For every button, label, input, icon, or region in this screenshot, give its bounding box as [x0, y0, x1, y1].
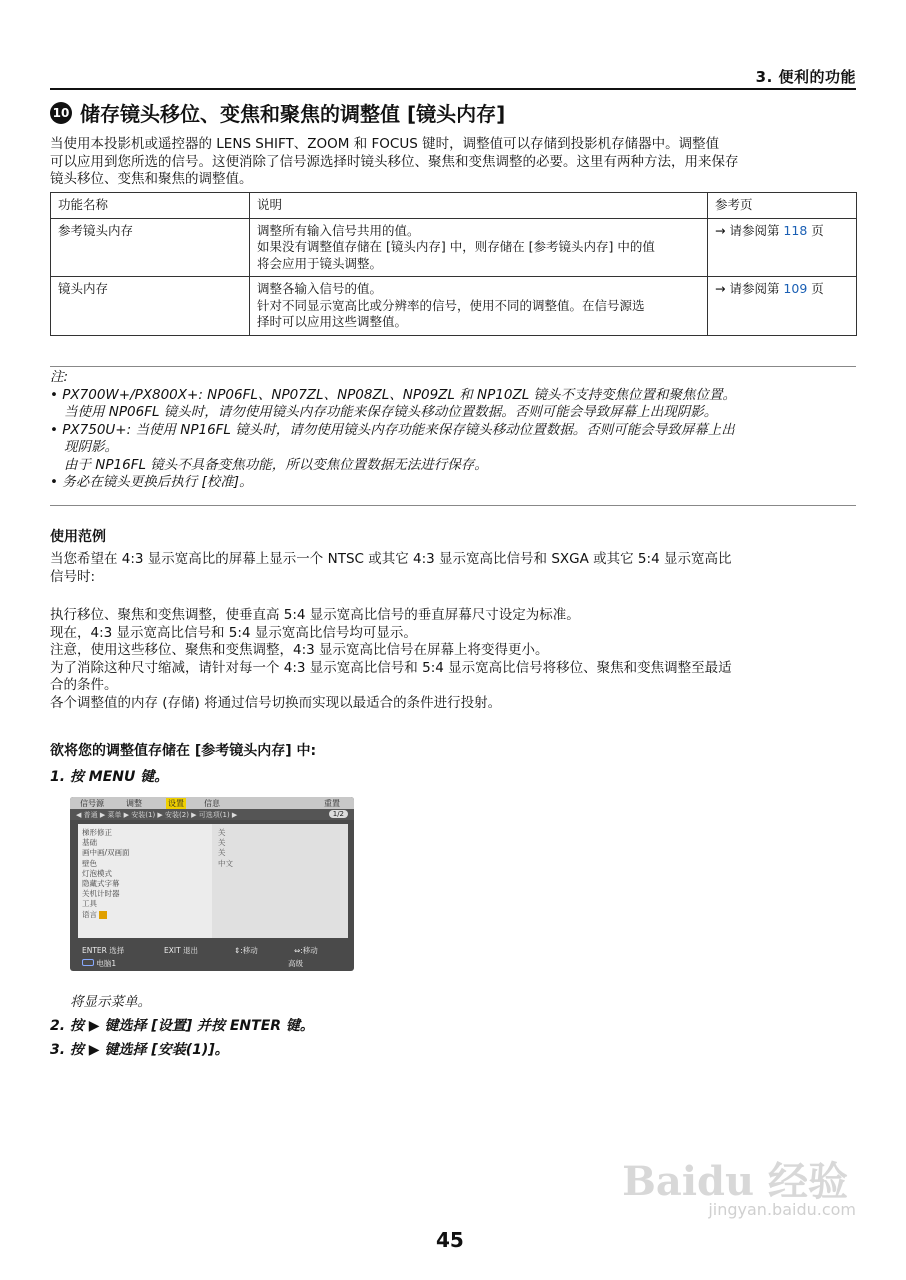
- header-rule: [50, 88, 856, 90]
- section-title: 储存镜头移位、变焦和聚焦的调整值 [镜头内存]: [80, 102, 506, 126]
- chapter-title: 3. 便利的功能: [755, 68, 856, 86]
- menu-subtabs: ◀ 普通 ▶ 菜单 ▶ 安装(1) ▶ 安装(2) ▶ 可选项(1) ▶ 1/2: [70, 809, 354, 820]
- table-header-row: [51, 193, 857, 219]
- menu-items: 梯形修正 基础 画中画/双画面 壁色 灯泡模式 隐藏式字幕 关机计时器 工具 语言: [82, 828, 130, 919]
- menu-tab: 调整: [126, 799, 142, 808]
- menu-tab: 信号源: [80, 799, 104, 808]
- menu-tabs: [70, 797, 354, 809]
- function-table: [50, 192, 857, 336]
- menu-values: 关 关 关 中文: [218, 828, 233, 868]
- step-2: 2. 按 ▶ 键选择 [设置] 并按 ENTER 键。: [50, 1018, 314, 1034]
- note-line: 当使用 NP06FL 镜头时，请勿使用镜头内存功能来保存镜头移动位置数据。否则可能会导致屏幕上出现阴影。: [64, 404, 718, 420]
- note-line: • 务必在镜头更换后执行 [校准]。: [50, 474, 253, 490]
- howto-heading: 欲将您的调整值存储在 [参考镜头内存] 中:: [50, 743, 317, 759]
- table-cell-desc: 调整各输入信号的值。 针对不同显示宽高比或分辨率的信号，使用不同的调整值。在信号源选 择时可以应用这些调整值。: [250, 277, 708, 336]
- menu-tab: 重置: [324, 799, 340, 808]
- step-1: 1. 按 MENU 键。: [50, 769, 169, 785]
- table-row: [51, 277, 857, 336]
- menu-tab: 信息: [204, 799, 220, 808]
- table-row: [51, 218, 857, 277]
- note-line: • PX750U+: 当使用 NP16FL 镜头时，请勿使用镜头内存功能来保存镜头移动位置数据。否则可能会导致屏幕上出: [50, 421, 735, 438]
- intro-line: 镜头移位、变焦和聚焦的调整值。: [50, 171, 253, 187]
- table-cell-ref: → 请参阅第 118 页: [708, 218, 857, 277]
- menu-tab-active: 设置: [168, 799, 184, 808]
- note-label: 注:: [50, 369, 69, 385]
- step-3: 3. 按 ▶ 键选择 [安装(1)]。: [50, 1042, 229, 1058]
- table-cell-ref: → 请参阅第 109 页: [708, 277, 857, 336]
- step-1-caption: 将显示菜单。: [70, 994, 151, 1010]
- example-body: 执行移位、聚焦和变焦调整，使垂直高 5:4 显示宽高比信号的垂直屏幕尺寸设定为标准。 现在，4:3 显示宽高比信号和 5:4 显示宽高比信号均可显示。 注意，使用这些移位、聚焦和变焦调整，4:3 显示宽高比信号在屏幕上将变得更小。 为了消除这种尺寸缩减，请针对每一个 4:3 显示宽高比信号和 5:4 显示宽高比信号将移位、聚焦和变焦调整至最适 合的条件。 各个调整值的内存 (存储) 将通过信号切换而实现以最适合的条件进行投射。: [50, 607, 732, 711]
- example-intro: 当您希望在 4:3 显示宽高比的屏幕上显示一个 NTSC 或其它 4:3 显示宽高比信号和 SXGA 或其它 5:4 显示宽高比 信号时:: [50, 551, 732, 585]
- projector-menu-screenshot: 信号源 调整 设置 信息 重置 ◀ 普通 ▶ 菜单 ▶ 安装(1) ▶ 安装(2) ▶ 可选项(1) ▶ 1/2 梯形修正 基础 画中画/双画面 壁色 灯泡模式 隐藏式字幕 关机计时器 工具 语言 关 关 关 中文 ENTER 选择 EXIT 退出 ⇕:移动 ⇔:移动 电脑1 高级: [70, 797, 354, 971]
- watermark-logo: Baidu 经验: [622, 1158, 848, 1205]
- example-heading: 使用范例: [50, 529, 106, 545]
- table-header: 参考页: [708, 193, 857, 219]
- note-top-rule: [50, 366, 856, 367]
- intro-paragraph: [50, 136, 858, 189]
- section-number-icon: 10: [50, 102, 72, 124]
- table-header: 功能名称: [51, 193, 250, 219]
- table-cell-name: 参考镜头内存: [51, 218, 250, 277]
- note-block: [50, 369, 858, 492]
- table-header: 说明: [250, 193, 708, 219]
- page-link[interactable]: 109: [783, 281, 808, 296]
- section-heading: [50, 98, 505, 127]
- menu-panel: [78, 824, 348, 938]
- page-link[interactable]: 118: [783, 222, 808, 238]
- menu-page-indicator: 1/2: [329, 810, 348, 818]
- note-bottom-rule: [50, 505, 856, 506]
- table-cell-desc: 调整所有输入信号共用的值。 如果没有调整值存储在 [镜头内存] 中，则存储在 [参考镜头内存] 中的值 将会应用于镜头调整。: [250, 218, 708, 277]
- intro-line: 可以应用到您所选的信号。这便消除了信号源选择时镜头移位、聚焦和变焦调整的必要。这里有两种方法，用来保存: [50, 153, 739, 170]
- input-icon: [82, 959, 94, 966]
- intro-line: 当使用本投影机或遥控器的 LENS SHIFT、ZOOM 和 FOCUS 键时，调整值可以存储到投影机存储器中。调整值: [50, 136, 720, 152]
- note-line: • PX700W+/PX800X+: NP06FL、NP07ZL、NP08ZL、NP09ZL 和 NP10ZL 镜头不支持变焦位置和聚焦位置。: [50, 386, 737, 403]
- table-cell-name: 镜头内存: [51, 277, 250, 336]
- page-number: 45: [436, 1228, 464, 1252]
- watermark-url: jingyan.baidu.com: [708, 1200, 856, 1219]
- note-line: 现阴影。: [64, 439, 118, 455]
- note-line: 由于 NP16FL 镜头不具备变焦功能，所以变焦位置数据无法进行保存。: [64, 456, 488, 473]
- language-flag-icon: [99, 911, 107, 919]
